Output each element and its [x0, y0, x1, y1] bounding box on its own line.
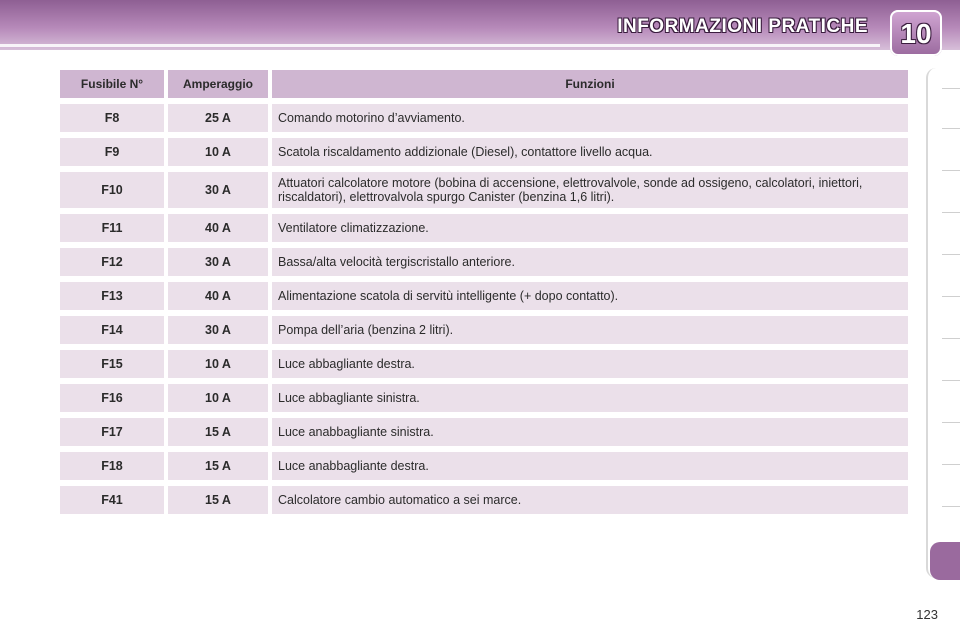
- chapter-tab[interactable]: [942, 422, 960, 423]
- fuse-amperage: 30 A: [168, 172, 268, 208]
- fuse-amperage: 30 A: [168, 316, 268, 344]
- chapter-tab[interactable]: [942, 212, 960, 213]
- fuse-function: Luce abbagliante sinistra.: [272, 384, 908, 412]
- fuse-number: F16: [60, 384, 164, 412]
- fuse-amperage: 15 A: [168, 418, 268, 446]
- fuse-function: Luce abbagliante destra.: [272, 350, 908, 378]
- chapter-tab[interactable]: [942, 254, 960, 255]
- table-row: [60, 214, 908, 242]
- fuse-function: Luce anabbagliante destra.: [272, 452, 908, 480]
- table-row: [60, 452, 908, 480]
- page-header: [0, 0, 960, 50]
- fuse-amperage: 10 A: [168, 350, 268, 378]
- table-row: [60, 384, 908, 412]
- table-row: [60, 138, 908, 166]
- fuse-function: Ventilatore climatizzazione.: [272, 214, 908, 242]
- column-header-functions: Funzioni: [272, 70, 908, 98]
- fuse-function: Calcolatore cambio automatico a sei marce.: [272, 486, 908, 514]
- table-row: [60, 172, 908, 208]
- fuse-number: F12: [60, 248, 164, 276]
- fuse-function: Pompa dell’aria (benzina 2 litri).: [272, 316, 908, 344]
- fuse-amperage: 40 A: [168, 214, 268, 242]
- column-header-fuse: Fusibile N°: [60, 70, 164, 98]
- fuse-amperage: 15 A: [168, 452, 268, 480]
- fuse-function: Comando motorino d’avviamento.: [272, 104, 908, 132]
- fuse-amperage: 25 A: [168, 104, 268, 132]
- fuse-amperage: 30 A: [168, 248, 268, 276]
- table-row: [60, 104, 908, 132]
- fuse-number: F13: [60, 282, 164, 310]
- chapter-tab[interactable]: [942, 128, 960, 129]
- fuse-number: F8: [60, 104, 164, 132]
- fuse-number: F41: [60, 486, 164, 514]
- chapter-tab[interactable]: [942, 338, 960, 339]
- table-row: [60, 418, 908, 446]
- page-number: 123: [916, 607, 938, 622]
- chapter-tabs: [926, 68, 960, 578]
- fuse-number: F14: [60, 316, 164, 344]
- chapter-tab[interactable]: [942, 506, 960, 507]
- fuse-function: Attuatori calcolatore motore (bobina di accensione, elettrovalvole, sonde ad ossigeno, calcolatori, iniettori, riscaldatori), elettrovalvola spurgo Canister (benzina 1,6 litri).: [272, 172, 908, 208]
- table-row: [60, 248, 908, 276]
- table-row: [60, 282, 908, 310]
- table-row: [60, 486, 908, 514]
- fuse-function: Bassa/alta velocità tergiscristallo anteriore.: [272, 248, 908, 276]
- fuse-number: F17: [60, 418, 164, 446]
- table-row: [60, 350, 908, 378]
- chapter-badge: [890, 10, 942, 56]
- table-row: [60, 316, 908, 344]
- table-header-row: [60, 70, 908, 98]
- chapter-tab[interactable]: [942, 464, 960, 465]
- column-header-amperage: Amperaggio: [168, 70, 268, 98]
- fuse-function: Alimentazione scatola di servitù intelligente (+ dopo contatto).: [272, 282, 908, 310]
- chapter-tab[interactable]: [942, 88, 960, 89]
- fuse-number: F18: [60, 452, 164, 480]
- fuse-function: Luce anabbagliante sinistra.: [272, 418, 908, 446]
- fuse-number: F9: [60, 138, 164, 166]
- fuse-amperage: 10 A: [168, 138, 268, 166]
- header-divider: [0, 44, 880, 47]
- fuse-amperage: 10 A: [168, 384, 268, 412]
- fuse-number: F10: [60, 172, 164, 208]
- fuse-amperage: 15 A: [168, 486, 268, 514]
- chapter-tab[interactable]: [942, 296, 960, 297]
- fuse-number: F15: [60, 350, 164, 378]
- fuse-table: [56, 64, 912, 520]
- section-title: INFORMAZIONI PRATICHE: [617, 16, 868, 37]
- fuse-function: Scatola riscaldamento addizionale (Diesel), contattore livello acqua.: [272, 138, 908, 166]
- chapter-tab[interactable]: [942, 170, 960, 171]
- chapter-number: 10: [900, 18, 932, 49]
- chapter-tab[interactable]: [942, 380, 960, 381]
- chapter-tab-active[interactable]: [930, 542, 960, 580]
- fuse-number: F11: [60, 214, 164, 242]
- fuse-amperage: 40 A: [168, 282, 268, 310]
